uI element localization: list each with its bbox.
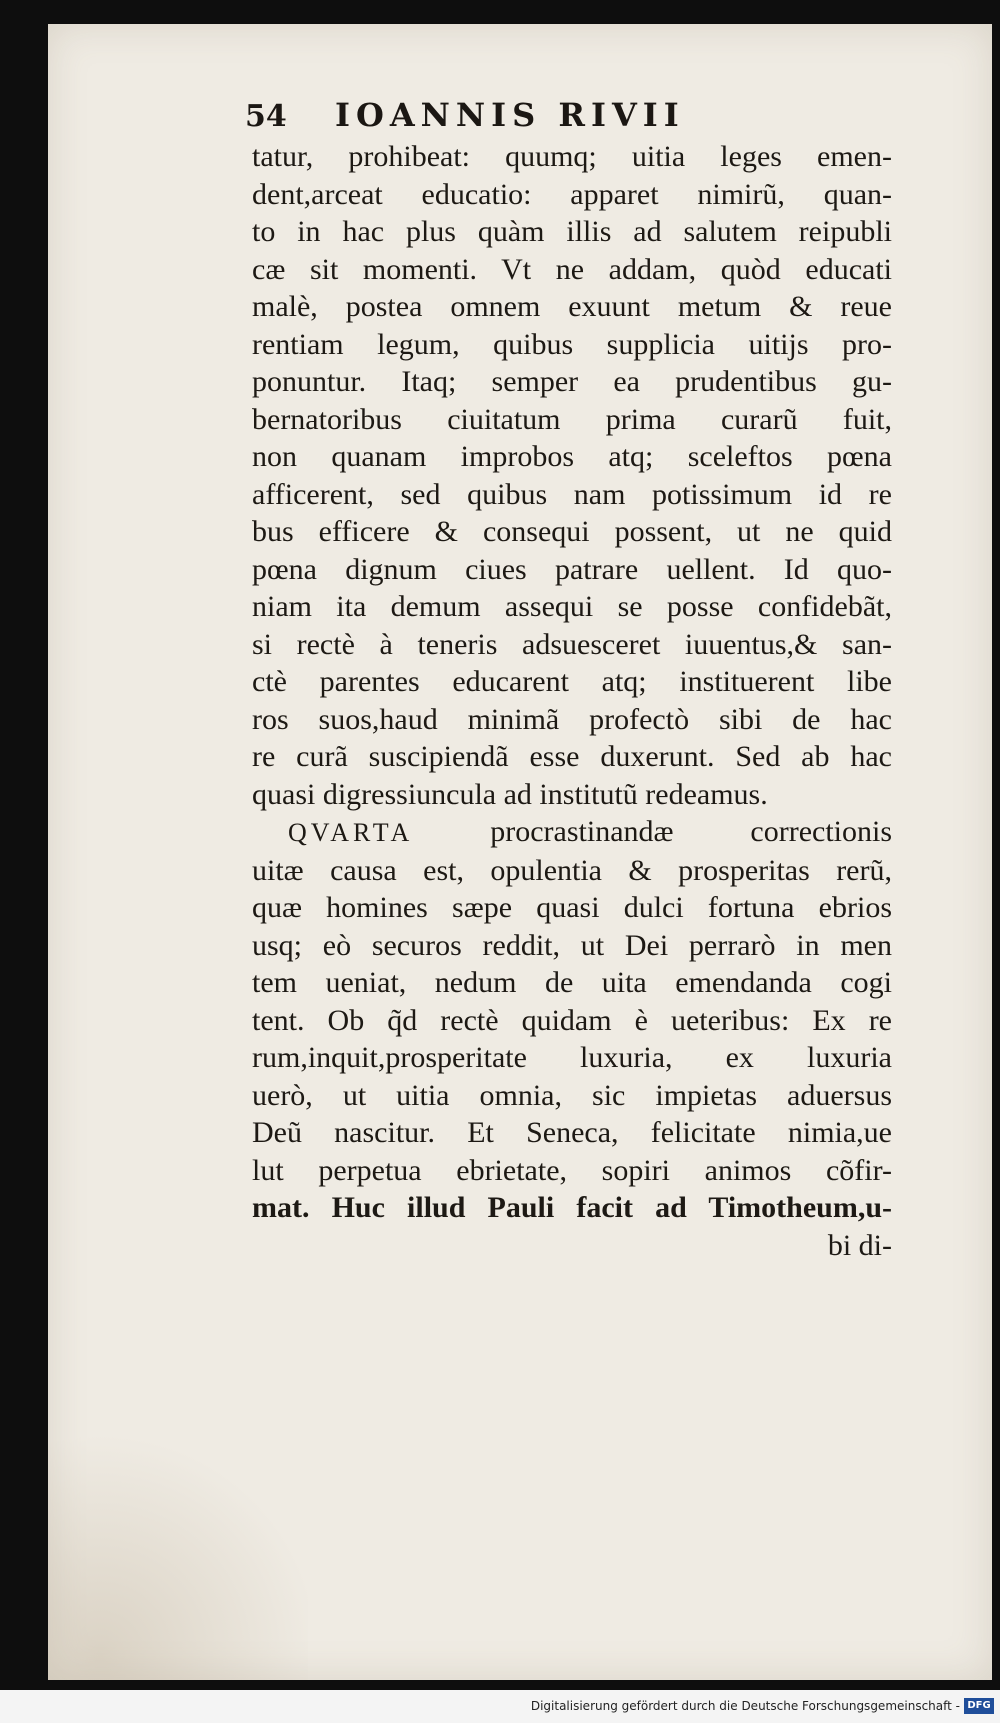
text-line: rentiam legum, quibus supplicia uitijs pro-: [252, 327, 892, 361]
text-line: afficerent, sed quibus nam potissimum id re: [252, 477, 892, 511]
page-number: 54: [245, 99, 287, 134]
funding-credit: Digitalisierung gefördert durch die Deutsche Forschungsgemeinschaft -: [530, 1699, 960, 1713]
text-line: usq; eò securos reddit, ut Dei perrarò in men: [252, 928, 892, 962]
text-line: ctè parentes educarent atq; instituerent libe: [252, 665, 892, 698]
text-line: tatur, prohibeat: quumq; uitia leges emen-: [252, 140, 892, 173]
text-line: ros suos,haud minimã profectò sibi de hac: [252, 702, 892, 736]
text-line: cæ sit momenti. Vt ne addam, quòd educati: [252, 252, 892, 286]
digitization-footer: [0, 1690, 1000, 1723]
text-line: si rectè à teneris adsuesceret iuuentus,& san-: [252, 627, 892, 661]
text-line: mat. Huc illud Pauli facit ad Timotheum,u-: [252, 1191, 892, 1224]
text-line: tem ueniat, nedum de uita emendanda cogi: [252, 966, 892, 999]
text-line: non quanam improbos atq; sceleftos pœna: [252, 440, 892, 473]
text-line: malè, postea omnem exuunt metum & reue: [252, 290, 892, 323]
paragraph-opening-rest: procrastinandæ correctionis: [490, 815, 893, 848]
text-line: Deũ nascitur. Et Seneca, felicitate nimia,ue: [252, 1116, 892, 1149]
text-line: tent. Ob q̃d rectè quidam è ueteribus: Ex re: [252, 1003, 892, 1037]
running-title: IOANNIS RIVII: [335, 96, 685, 134]
text-line: uerò, ut uitia omnia, sic impietas aduersus: [252, 1078, 892, 1112]
text-line: quæ homines sæpe quasi dulci fortuna ebrios: [252, 891, 892, 924]
text-line: bus efficere & consequi possent, ut ne quid: [252, 515, 892, 548]
text-line: lut perpetua ebrietate, sopiri animos cõfir-: [252, 1153, 892, 1187]
text-line: quasi digressiuncula ad institutũ redeamus.: [252, 777, 768, 811]
text-line: niam ita demum assequi se posse confidebãt,: [252, 590, 892, 623]
text-line: to in hac plus quàm illis ad salutem reipubli: [252, 215, 892, 248]
catchword: bi di-: [827, 1228, 892, 1262]
text-line: bernatoribus ciuitatum prima curarũ fuit,: [252, 402, 892, 436]
text-line: pœna dignum ciues patrare uellent. Id quo-: [252, 552, 892, 586]
text-line: rum,inquit,prosperitate luxuria, ex luxuria: [252, 1041, 892, 1074]
text-line: uitæ causa est, opulentia & prosperitas rerũ,: [252, 853, 892, 887]
body-text: [252, 138, 892, 1264]
page-header: [245, 96, 765, 134]
text-line: ponuntur. Itaq; semper ea prudentibus gu-: [252, 365, 892, 398]
paragraph-lead-word: QVARTA: [288, 818, 414, 847]
dfg-logo: DFG: [964, 1698, 994, 1714]
paragraph-opening-line: [252, 813, 892, 852]
text-line: dent,arceat educatio: apparet nimirũ, quan-: [252, 177, 892, 211]
text-line: re curã suscipiendã esse duxerunt. Sed ab hac: [252, 740, 892, 773]
